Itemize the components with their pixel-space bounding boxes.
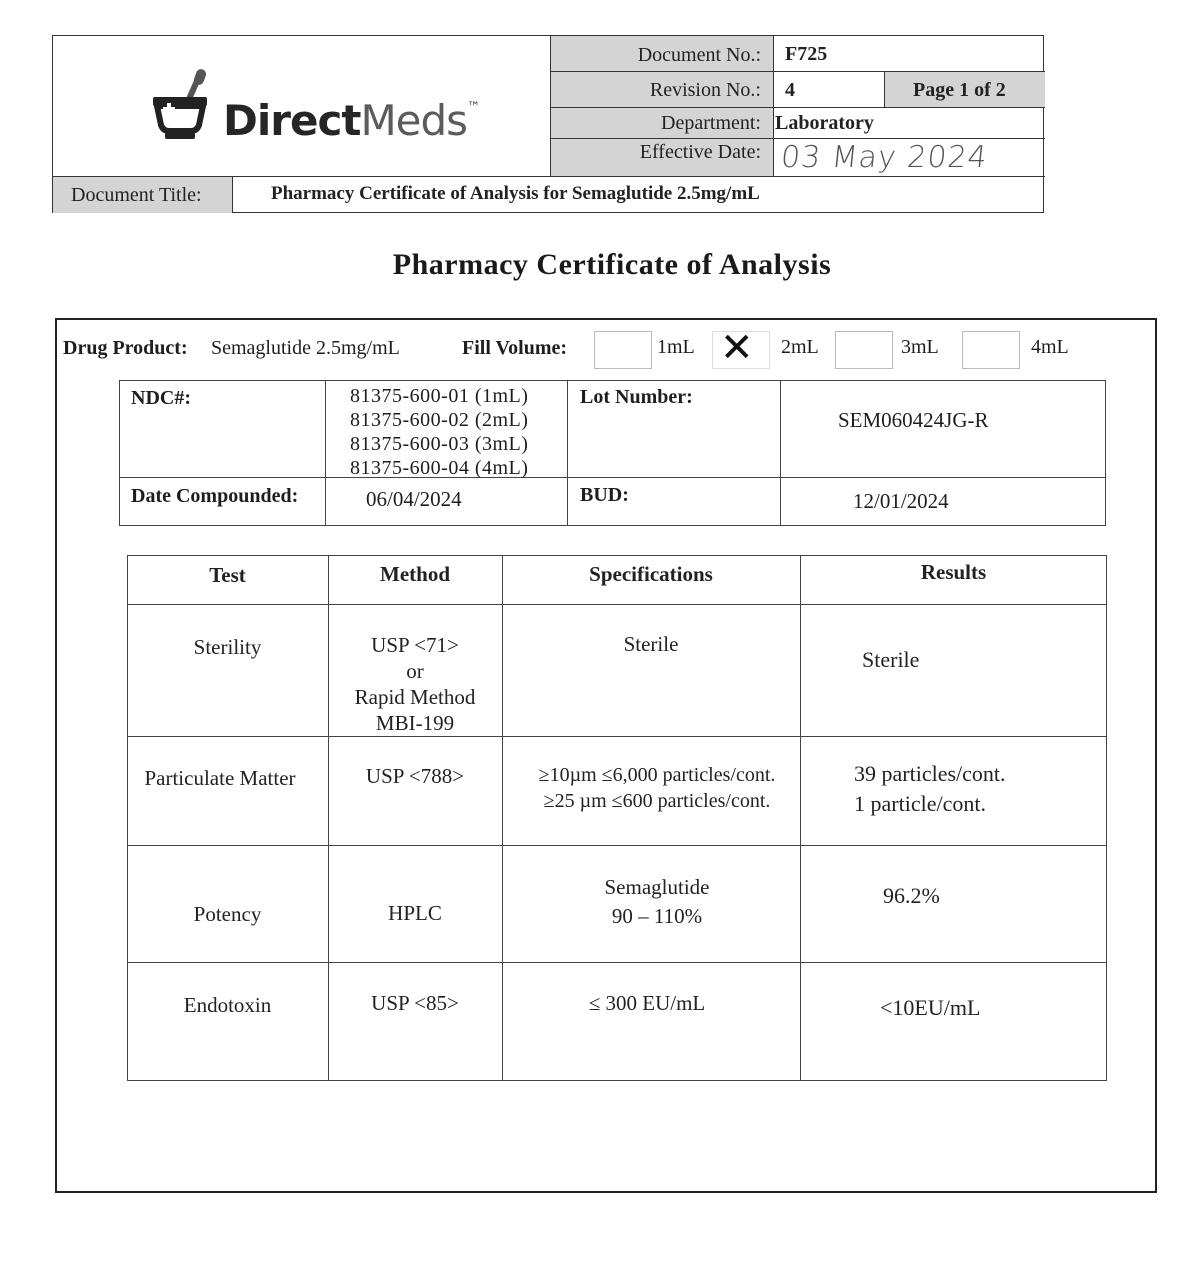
ndc-label: NDC#: bbox=[131, 387, 191, 409]
department-label: Department: bbox=[661, 112, 761, 134]
effective-date-label: Effective Date: bbox=[639, 141, 761, 163]
test-method: HPLC bbox=[388, 901, 442, 925]
test-name: Endotoxin bbox=[183, 993, 272, 1017]
effective-date-value: 03 May 2024 bbox=[779, 140, 990, 175]
date-compounded-value: 06/04/2024 bbox=[366, 487, 462, 511]
fill-option-4ml: 4mL bbox=[1031, 336, 1069, 358]
fill-checkbox-2ml-box[interactable] bbox=[712, 331, 770, 369]
lot-number-value: SEM060424JG-R bbox=[838, 408, 989, 432]
document-header bbox=[52, 35, 1044, 213]
test-result: <10EU/mL bbox=[880, 995, 981, 1020]
column-header-results: Results bbox=[920, 560, 987, 584]
mortar-pestle-icon bbox=[151, 69, 211, 141]
fill-checkbox-4ml[interactable] bbox=[962, 331, 1020, 369]
test-specification: Semaglutide 90 – 110% bbox=[604, 875, 710, 928]
ndc-value: 81375-600-04 (4mL) bbox=[350, 457, 529, 479]
fill-selected-mark: ✕ bbox=[720, 325, 754, 371]
date-compounded-label: Date Compounded: bbox=[131, 485, 299, 507]
drug-product-value: Semaglutide 2.5mg/mL bbox=[211, 337, 400, 359]
test-method: USP <788> bbox=[365, 764, 465, 788]
test-method: USP <71> or Rapid Method MBI-199 bbox=[354, 633, 476, 735]
column-header-test: Test bbox=[209, 563, 246, 587]
ndc-value: 81375-600-02 (2mL) bbox=[350, 409, 529, 431]
lot-number-label: Lot Number: bbox=[580, 386, 693, 408]
column-header-specifications: Specifications bbox=[589, 562, 713, 586]
column-header-method: Method bbox=[380, 562, 450, 586]
page-title: Pharmacy Certificate of Analysis bbox=[392, 248, 832, 281]
test-name: Sterility bbox=[193, 635, 262, 659]
test-result: 96.2% bbox=[883, 883, 940, 908]
document-title-label: Document Title: bbox=[71, 184, 202, 206]
revision-no-label: Revision No.: bbox=[649, 79, 761, 101]
test-specification: Sterile bbox=[623, 632, 679, 656]
fill-option-2ml: 2mL bbox=[781, 336, 819, 358]
fill-checkbox-3ml[interactable] bbox=[835, 331, 893, 369]
brand-logo: DirectMeds™ bbox=[223, 96, 480, 145]
test-result: Sterile bbox=[862, 647, 920, 672]
test-method: USP <85> bbox=[371, 991, 459, 1015]
document-title-value: Pharmacy Certificate of Analysis for Semaglutide 2.5mg/mL bbox=[271, 183, 760, 204]
bud-label: BUD: bbox=[580, 484, 629, 506]
test-specification: ≥10µm ≤6,000 particles/cont. ≥25 µm ≤600 particles/cont. bbox=[538, 764, 776, 812]
ndc-values bbox=[350, 384, 528, 480]
page-number: Page 1 of 2 bbox=[913, 79, 1006, 101]
test-specification: ≤ 300 EU/mL bbox=[588, 991, 706, 1015]
document-no-value: F725 bbox=[785, 43, 828, 65]
drug-product-label: Drug Product: bbox=[63, 337, 188, 359]
ndc-value: 81375-600-01 (1mL) bbox=[350, 385, 529, 407]
revision-no-value: 4 bbox=[785, 79, 795, 101]
test-name: Potency bbox=[193, 902, 262, 926]
department-value: Laboratory bbox=[775, 112, 874, 134]
test-result: 39 particles/cont. 1 particle/cont. bbox=[854, 761, 1006, 816]
fill-option-1ml: 1mL bbox=[657, 336, 695, 358]
fill-option-3ml: 3mL bbox=[901, 336, 939, 358]
fill-checkbox-1ml[interactable] bbox=[594, 331, 652, 369]
ndc-value: 81375-600-03 (3mL) bbox=[350, 433, 529, 455]
test-name: Particulate Matter bbox=[144, 766, 296, 790]
fill-volume-label: Fill Volume: bbox=[462, 337, 568, 359]
bud-value: 12/01/2024 bbox=[853, 489, 949, 513]
document-no-label: Document No.: bbox=[637, 44, 761, 66]
